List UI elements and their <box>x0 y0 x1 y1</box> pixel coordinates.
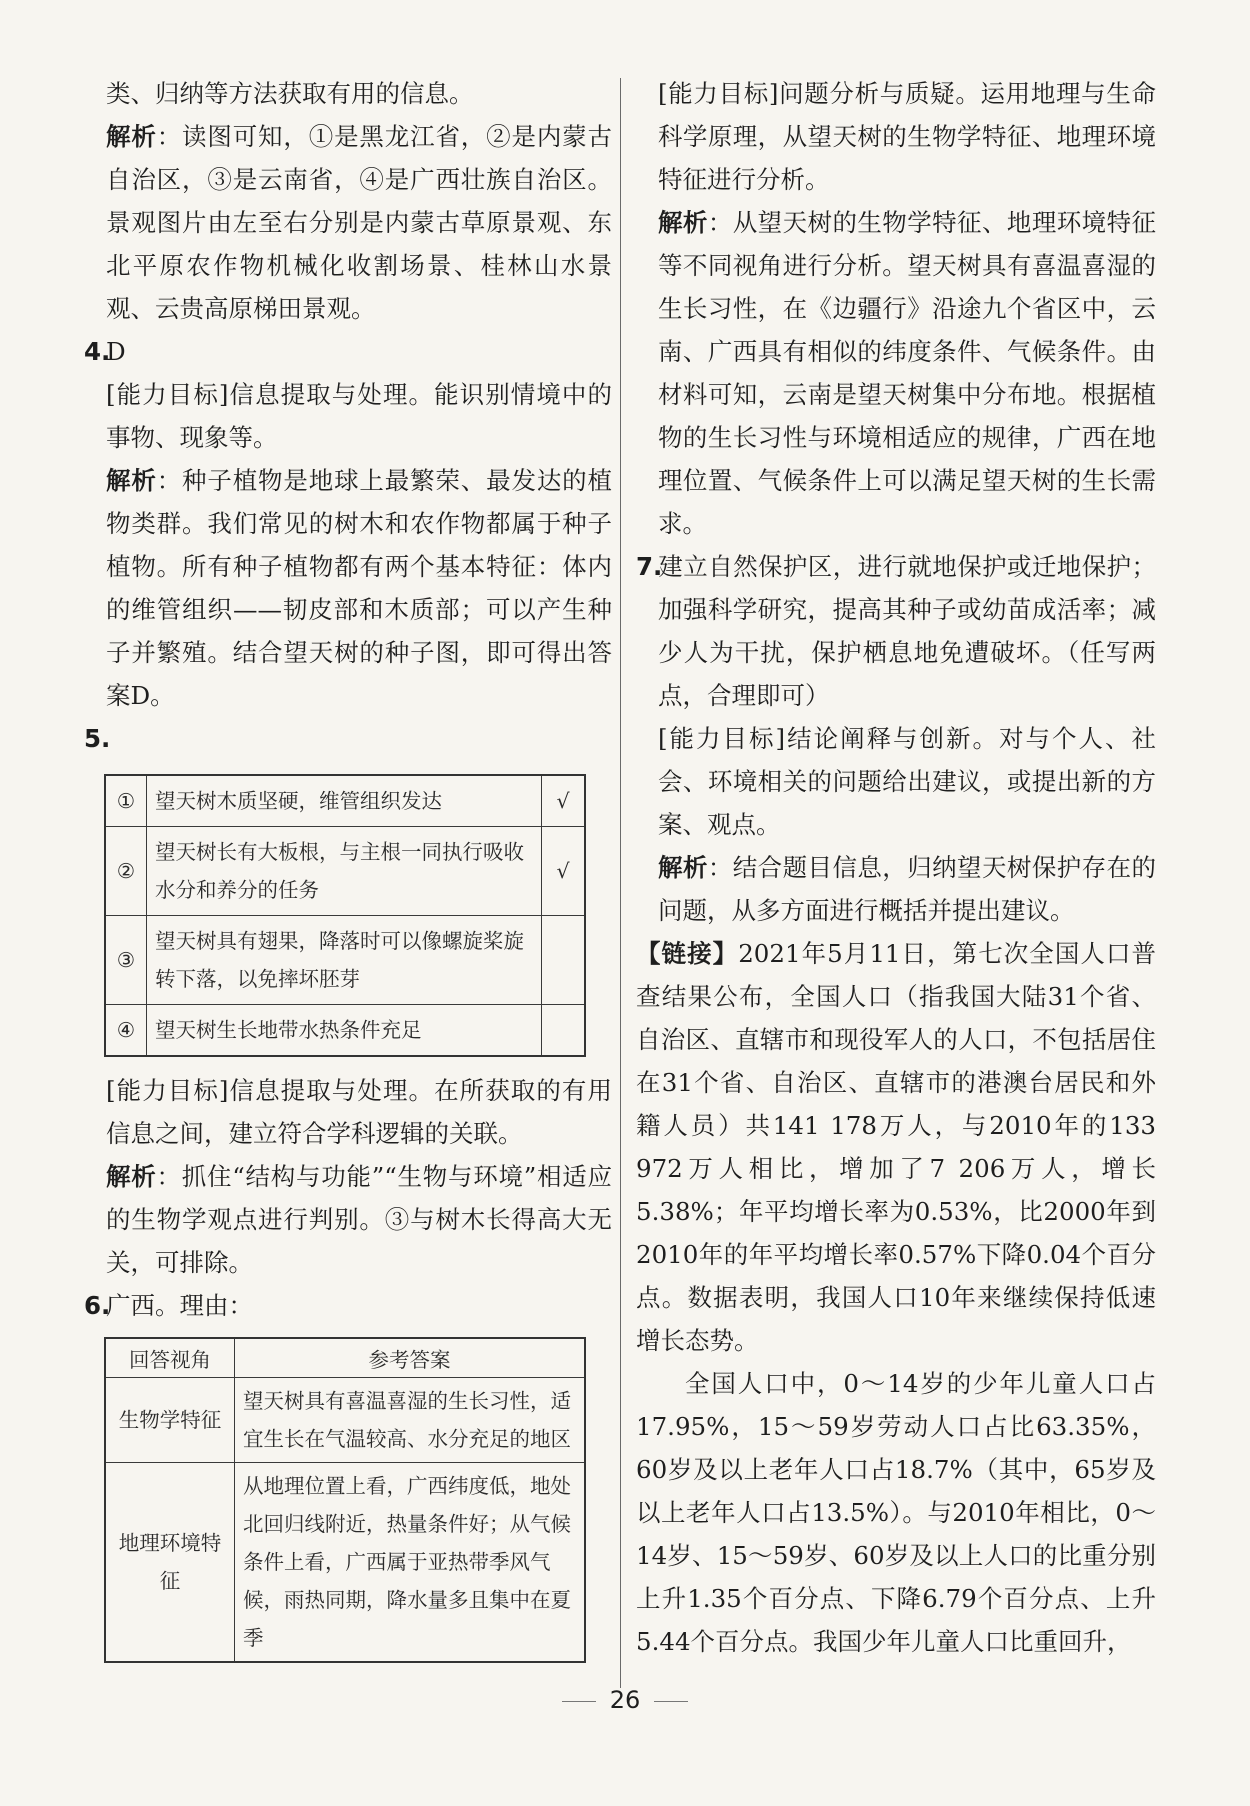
table-row <box>105 1463 585 1663</box>
footer-dash <box>654 1701 688 1702</box>
page-number: 26 <box>609 1686 641 1714</box>
link-text: 2021年5月11日，第七次全国人口普查结果公布，全国人口（指我国大陆31个省、自治区、直辖市和现役军人的人口，不包括居住在31个省、自治区、直辖市的港澳台居民和外籍人员）共141 178万人，与2010年的133 972万人相比，增加了7 206万人，增长5.38%；年平均增长率为0.53%，比2000年到2010年的年平均增长率0.57%下降0.04个百分点。数据表明，我国人口10年来继续保持低速增长态势。 <box>636 939 1156 1355</box>
row-index: ② <box>105 827 147 916</box>
q5-number-line <box>84 717 612 760</box>
analysis-label: 解析 <box>106 122 157 151</box>
ability-goal-text: 信息提取与处理。能识别情境中的事物、现象等。 <box>106 380 612 452</box>
table-row <box>105 916 585 1005</box>
q6-analysis <box>636 201 1156 545</box>
q7-ability-goal <box>636 717 1156 846</box>
check-mark <box>542 1005 586 1057</box>
question-number: 7. <box>636 552 663 581</box>
answer-cell: 从地理位置上看，广西纬度低，地处北回归线附近，热量条件好；从气候条件上看，广西属于亚热带季风气候，雨热同期，降水量多且集中在夏季 <box>235 1463 586 1663</box>
q5-table <box>104 774 586 1057</box>
table-row <box>105 827 585 916</box>
q4-analysis <box>84 459 612 717</box>
row-index: ① <box>105 775 147 827</box>
check-mark: √ <box>542 775 586 827</box>
q3-analysis <box>84 115 612 330</box>
analysis-label: 解析 <box>658 208 708 237</box>
q7-answer <box>636 545 1156 717</box>
column-divider <box>620 78 621 1688</box>
analysis-text: ：读图可知，①是黑龙江省，②是内蒙古自治区，③是云南省，④是广西壮族自治区。景观图片由左至右分别是内蒙古草原景观、东北平原农作物机械化收割场景、桂林山水景观、云贵高原梯田景观。 <box>106 122 613 323</box>
footer-dash <box>562 1701 596 1702</box>
answer-cell: 望天树具有喜温喜湿的生长习性，适宜生长在气温较高、水分充足的地区 <box>235 1378 586 1463</box>
table-row <box>105 1378 585 1463</box>
analysis-label: 解析 <box>658 853 708 882</box>
row-index: ③ <box>105 916 147 1005</box>
link-paragraph-1 <box>636 932 1156 1362</box>
ability-goal-label: [能力目标] <box>658 724 786 753</box>
right-column <box>636 72 1156 1663</box>
ability-goal-label: [能力目标] <box>106 1076 229 1105</box>
q6-answer <box>84 1284 612 1327</box>
link-label: 【链接】 <box>636 939 739 968</box>
ability-goal-text: 结论阐释与创新。对与个人、社会、环境相关的问题给出建议，或提出新的方案、观点。 <box>658 724 1157 839</box>
column-header: 回答视角 <box>105 1338 235 1378</box>
analysis-text: ：抓住“结构与功能”“生物与环境”相适应的生物学观点进行判别。③与树木长得高大无关，可排除。 <box>106 1162 613 1277</box>
analysis-text: ：从望天树的生物学特征、地理环境特征等不同视角进行分析。望天树具有喜温喜湿的生长习性，在《边疆行》沿途九个省区中，云南、广西具有相似的纬度条件、气候条件。由材料可知，云南是望天树集中分布地。根据植物的生长习性与环境相适应的规律，广西在地理位置、气候条件上可以满足望天树的生长需求。 <box>658 208 1156 538</box>
analysis-label: 解析 <box>106 1162 157 1191</box>
left-column <box>84 72 612 1663</box>
question-number: 5. <box>84 724 111 753</box>
link-paragraph-2: 全国人口中，0～14岁的少年儿童人口占17.95%，15～59岁劳动人口占比63.35%，60岁及以上老年人口占18.7%（其中，65岁及以上老年人口占13.5%）。与2010年相比，0～14岁、15～59岁、60岁及以上人口的比重分别上升1.35个百分点、下降6.79个百分点、上升5.44个百分点。我国少年儿童人口比重回升， <box>636 1369 1156 1656</box>
row-text: 望天树生长地带水热条件充足 <box>147 1005 542 1057</box>
answer-text: 广西。理由： <box>106 1291 253 1320</box>
answer-text: D <box>106 337 126 366</box>
view-cell: 地理环境特征 <box>105 1463 235 1663</box>
ability-goal-label: [能力目标] <box>658 79 779 108</box>
q5-analysis <box>84 1155 612 1284</box>
table-row <box>105 1005 585 1057</box>
q3-continuation: 类、归纳等方法获取有用的信息。 <box>106 79 474 108</box>
check-mark <box>542 916 586 1005</box>
ability-goal-text: 信息提取与处理。在所获取的有用信息之间，建立符合学科逻辑的关联。 <box>106 1076 612 1148</box>
row-text: 望天树木质坚硬，维管组织发达 <box>147 775 542 827</box>
question-number: 6. <box>84 1291 111 1320</box>
row-text: 望天树具有翅果，降落时可以像螺旋桨旋转下落，以免摔坏胚芽 <box>147 916 542 1005</box>
table-header-row <box>105 1338 585 1378</box>
row-text: 望天树长有大板根，与主根一同执行吸收水分和养分的任务 <box>147 827 542 916</box>
column-header: 参考答案 <box>235 1338 586 1378</box>
ability-goal-text: 问题分析与质疑。运用地理与生命科学原理，从望天树的生物学特征、地理环境特征进行分析。 <box>658 79 1156 194</box>
analysis-label: 解析 <box>106 466 157 495</box>
answer-text: 建立自然保护区，进行就地保护或迁地保护；加强科学研究，提高其种子或幼苗成活率；减少人为干扰，保护栖息地免遭破坏。（任写两点，合理即可） <box>658 552 1156 710</box>
q5-ability-goal <box>84 1069 612 1155</box>
q7-analysis <box>636 846 1156 932</box>
q4-ability-goal <box>84 373 612 459</box>
q6-ability-goal <box>636 72 1156 201</box>
page-footer <box>0 1686 1250 1714</box>
ability-goal-label: [能力目标] <box>106 380 229 409</box>
row-index: ④ <box>105 1005 147 1057</box>
q4-answer <box>84 330 612 373</box>
question-number: 4. <box>84 337 111 366</box>
view-cell: 生物学特征 <box>105 1378 235 1463</box>
check-mark: √ <box>542 827 586 916</box>
q6-table <box>104 1337 586 1663</box>
analysis-text: ：结合题目信息，归纳望天树保护存在的问题，从多方面进行概括并提出建议。 <box>658 853 1156 925</box>
table-row <box>105 775 585 827</box>
analysis-text: ：种子植物是地球上最繁荣、最发达的植物类群。我们常见的树木和农作物都属于种子植物。所有种子植物都有两个基本特征：体内的维管组织——韧皮部和木质部；可以产生种子并繁殖。结合望天树的种子图，即可得出答案D。 <box>106 466 613 710</box>
